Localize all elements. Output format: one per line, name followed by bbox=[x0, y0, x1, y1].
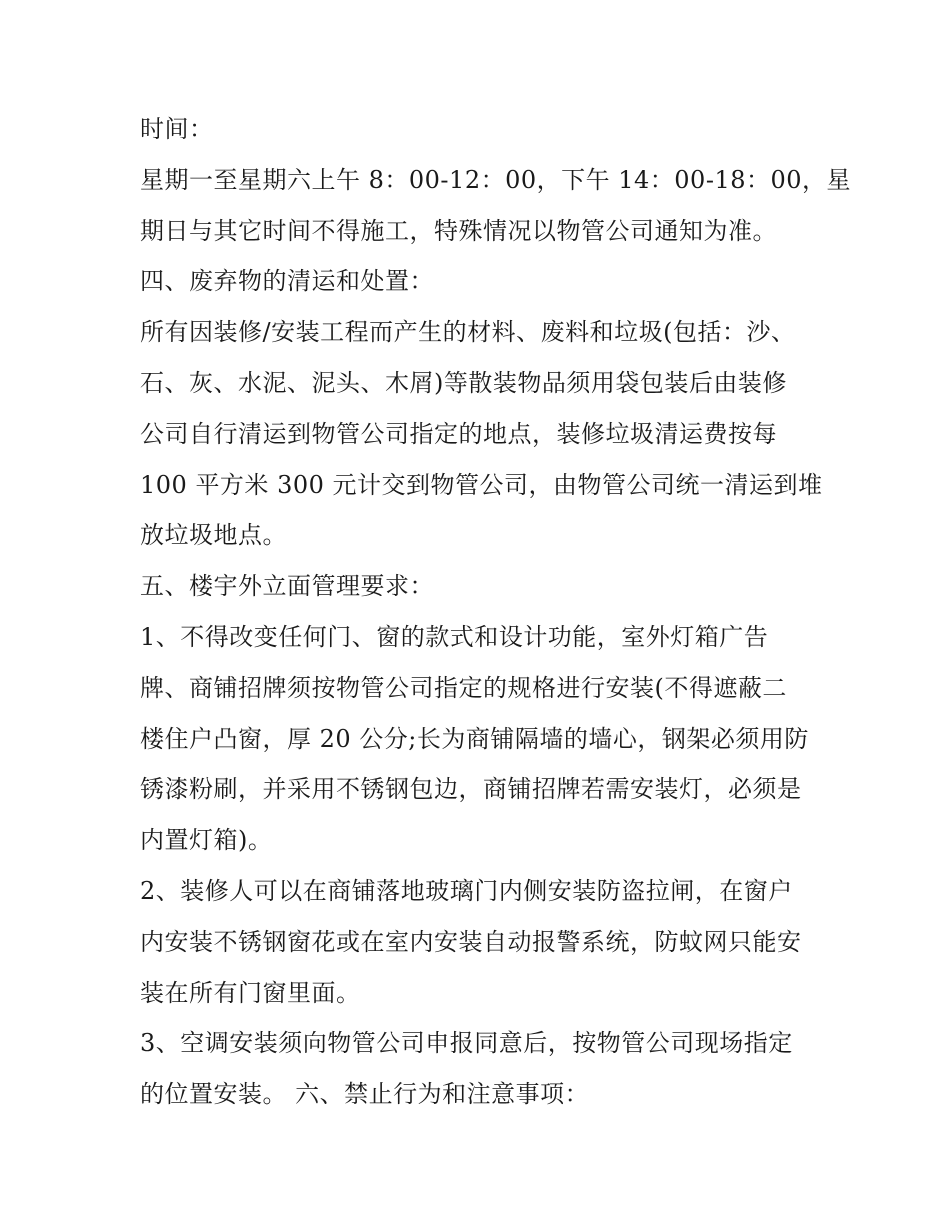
text-line: 100 平方米 300 元计交到物管公司，由物管公司统一清运到堆 bbox=[140, 470, 823, 499]
text-line: 楼住户凸窗，厚 20 公分;长为商铺隔墙的墙心，钢架必须用防 bbox=[140, 724, 809, 753]
text-line: 星期一至星期六上午 8：00-12：00，下午 14：00-18：00，星 bbox=[140, 165, 852, 194]
text-line: 装在所有门窗里面。 bbox=[140, 978, 361, 1007]
text-line: 内安装不锈钢窗花或在室内安装自动报警系统，防蚊网只能安 bbox=[140, 927, 802, 956]
text-line: 2、装修人可以在商铺落地玻璃门内侧安装防盗拉闸，在窗户 bbox=[140, 876, 793, 905]
text-line: 放垃圾地点。 bbox=[140, 521, 287, 550]
section-heading: 四、废弃物的清运和处置： bbox=[140, 267, 434, 296]
document-body bbox=[140, 104, 852, 1120]
text-line: 公司自行清运到物管公司指定的地点，装修垃圾清运费按每 bbox=[140, 419, 777, 448]
text-line: 的位置安装。 六、禁止行为和注意事项： bbox=[140, 1080, 590, 1109]
text-line: 内置灯箱)。 bbox=[140, 826, 273, 855]
text-line: 期日与其它时间不得施工，特殊情况以物管公司通知为准。 bbox=[140, 216, 777, 245]
text-line: 所有因装修/安装工程而产生的材料、废料和垃圾(包括：沙、 bbox=[140, 318, 796, 347]
text-line: 锈漆粉刷，并采用不锈钢包边，商铺招牌若需安装灯，必须是 bbox=[140, 775, 802, 804]
text-line: 1、不得改变任何门、窗的款式和设计功能，室外灯箱广告 bbox=[140, 622, 769, 651]
text-line: 牌、商铺招牌须按物管公司指定的规格进行安装(不得遮蔽二 bbox=[140, 673, 787, 702]
section-heading: 五、楼宇外立面管理要求： bbox=[140, 572, 434, 601]
text-line: 时间： bbox=[140, 115, 214, 143]
text-line: 3、空调安装须向物管公司申报同意后，按物管公司现场指定 bbox=[140, 1029, 793, 1058]
text-line: 石、灰、水泥、泥头、木屑)等散装物品须用袋包装后由装修 bbox=[140, 368, 787, 397]
